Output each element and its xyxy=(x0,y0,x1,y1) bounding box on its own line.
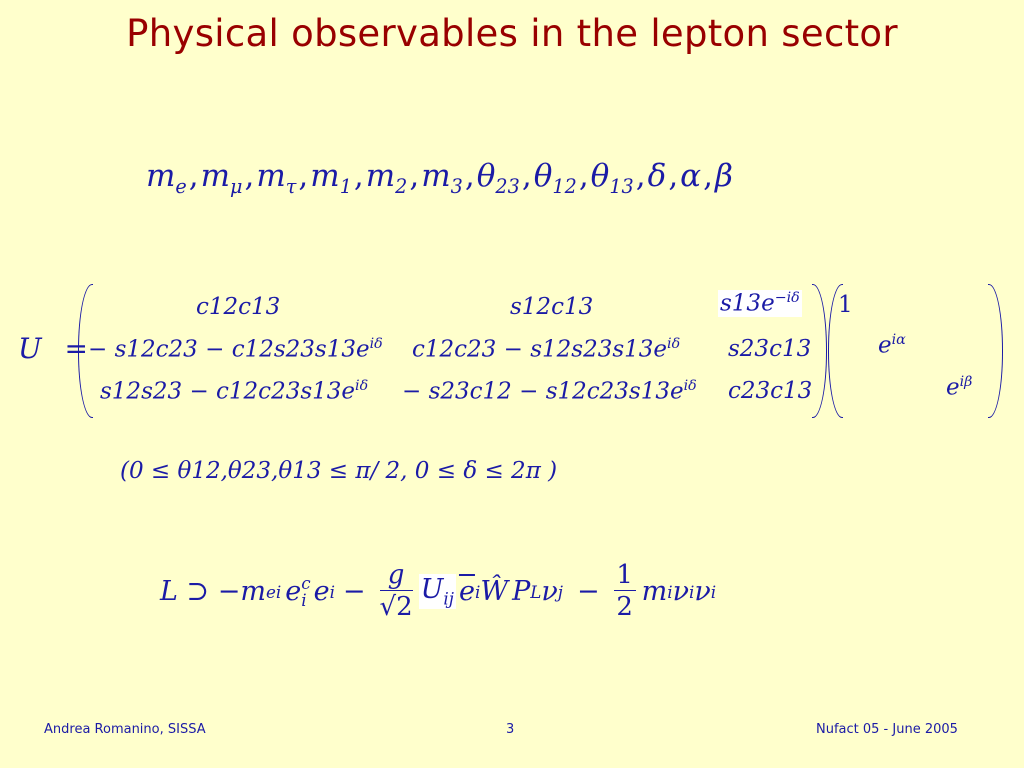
half-denominator: 2 xyxy=(616,592,633,622)
observable-7 xyxy=(533,158,577,199)
frac-numerator: g xyxy=(387,560,405,590)
observable-symbol: m xyxy=(200,158,231,194)
ec-field: e xyxy=(285,576,302,607)
comma-separator: , xyxy=(635,158,646,194)
ebar-field: $\overline{e}$ xyxy=(458,576,475,607)
footer-author: Andrea Romanino, SISSA xyxy=(44,722,206,737)
projector: P xyxy=(512,576,531,607)
phase-diag-1 xyxy=(838,292,853,318)
observable-9 xyxy=(648,158,667,194)
diag2-exponent: iα xyxy=(891,332,906,348)
nu-subscript: j xyxy=(557,581,563,602)
footer-event: Nufact 05 - June 2005 xyxy=(816,722,958,737)
mass-subscript: i xyxy=(667,581,673,602)
observable-symbol: θ xyxy=(590,158,610,194)
nu-field: ν xyxy=(541,576,558,607)
observable-1 xyxy=(200,158,243,199)
observables-list xyxy=(146,158,733,198)
observable-symbol: m xyxy=(365,158,396,194)
diag3-base: e xyxy=(946,374,960,401)
comma-separator: , xyxy=(409,158,420,194)
comma-separator: , xyxy=(521,158,532,194)
observable-10 xyxy=(680,158,701,194)
mass-m: m xyxy=(641,576,668,607)
observable-subscript: 12 xyxy=(552,175,577,199)
comma-separator: , xyxy=(188,158,199,194)
half-numerator: 1 xyxy=(616,560,633,590)
matrix-cell-r2c2 xyxy=(412,336,680,363)
comma-separator: , xyxy=(578,158,589,194)
observable-5 xyxy=(421,158,463,199)
r1c3-base: s13e xyxy=(720,290,775,317)
observable-symbol: m xyxy=(421,158,451,194)
nu1-subscript: i xyxy=(689,581,695,602)
observable-subscript: e xyxy=(175,175,187,199)
r3c2-text: − s23c12 − s12c23s13e xyxy=(402,378,684,405)
observable-subscript: 23 xyxy=(495,175,520,199)
matrix-cell-r2c3: s23c13 xyxy=(728,336,812,362)
matrix-cell-r3c3: c23c13 xyxy=(728,378,813,404)
footer-page-number: 3 xyxy=(506,722,515,737)
lagrangian-lhs: L ⊃ −m xyxy=(160,576,266,607)
observable-symbol: β xyxy=(714,158,733,194)
frac-denominator: √2 xyxy=(379,592,413,622)
observable-2 xyxy=(256,158,297,199)
diag-one: 1 xyxy=(838,292,853,318)
u-subscript: ij xyxy=(443,588,454,609)
observable-4 xyxy=(365,158,408,199)
nu-field-1: ν xyxy=(672,576,690,607)
nu-field-2: ν xyxy=(694,576,711,607)
r3c2-exponent: iδ xyxy=(683,378,697,394)
phase-matrix-right-paren xyxy=(988,284,1003,418)
r3c1-text: s12s23 − c12c23s13e xyxy=(100,378,356,405)
matrix-right-paren xyxy=(812,284,827,418)
matrix-cell-r1c1: c12c13 xyxy=(196,294,281,320)
matrix-cell-r3c1 xyxy=(100,378,368,405)
slide-title: Physical observables in the lepton sector xyxy=(126,12,898,55)
observable-symbol: θ xyxy=(476,158,496,194)
nu2-subscript: i xyxy=(710,581,717,602)
observable-11 xyxy=(715,158,733,194)
r2c2-exponent: iδ xyxy=(667,336,681,352)
ec-subscript: i xyxy=(301,589,307,610)
observable-symbol: m xyxy=(256,158,286,194)
comma-separator: , xyxy=(353,158,364,194)
observable-6 xyxy=(476,158,520,199)
phase-diag-3 xyxy=(946,374,972,401)
observable-subscript: 3 xyxy=(450,175,463,199)
observable-8 xyxy=(590,158,634,199)
lagrangian xyxy=(160,560,716,623)
matrix-cell-r3c2 xyxy=(402,378,697,405)
observable-symbol: δ xyxy=(647,158,667,194)
minus-sign-2: − xyxy=(577,576,600,607)
diag3-exponent: iβ xyxy=(959,374,973,390)
ebar-subscript: i xyxy=(474,581,481,602)
r2c2-text: c12c23 − s12s23s13e xyxy=(412,336,668,363)
matrix-cell-r1c3 xyxy=(718,290,802,317)
observable-symbol: α xyxy=(680,158,702,194)
projector-subscript: L xyxy=(530,581,542,602)
observable-subscript: 1 xyxy=(339,175,352,199)
observable-subscript: 2 xyxy=(395,175,408,199)
w-boson: Ŵ xyxy=(480,576,509,607)
pmns-symbol: U xyxy=(18,332,42,365)
comma-separator: , xyxy=(668,158,679,194)
matrix-cell-r2c1 xyxy=(88,336,383,363)
comma-separator: , xyxy=(298,158,309,194)
comma-separator: , xyxy=(464,158,475,194)
observable-subscript: μ xyxy=(230,175,243,199)
diag2-base: e xyxy=(878,332,892,359)
r2c1-exponent: iδ xyxy=(369,336,383,352)
minus-sign: − xyxy=(342,576,366,607)
u-matrix: U xyxy=(420,574,444,606)
ec-superscript: c xyxy=(301,572,311,593)
equals-sign: = xyxy=(64,332,88,365)
one-half xyxy=(614,560,636,623)
e-subscript: i xyxy=(329,581,335,602)
g-over-sqrt2 xyxy=(380,560,413,623)
angle-constraints: (0 ≤ θ12,θ23,θ13 ≤ π/ 2, 0 ≤ δ ≤ 2π ) xyxy=(120,458,558,484)
observable-symbol: θ xyxy=(533,158,553,194)
comma-separator: , xyxy=(703,158,713,194)
observable-symbol: m xyxy=(310,158,340,194)
observable-subscript: τ xyxy=(285,175,297,199)
me-subscript: ei xyxy=(265,581,282,602)
r2c1-text: − s12c23 − c12s23s13e xyxy=(88,336,370,363)
r3c1-exponent: iδ xyxy=(355,378,369,394)
phase-diag-2 xyxy=(878,332,906,359)
r1c3-exponent: −iδ xyxy=(774,290,800,306)
matrix-cell-r1c2: s12c13 xyxy=(510,294,594,320)
u-ij-highlight xyxy=(419,574,456,608)
observable-subscript: 13 xyxy=(609,175,634,199)
observable-symbol: m xyxy=(146,158,176,194)
e-field: e xyxy=(313,576,330,607)
comma-separator: , xyxy=(244,158,255,194)
observable-0 xyxy=(146,158,187,199)
observable-3 xyxy=(310,158,352,199)
